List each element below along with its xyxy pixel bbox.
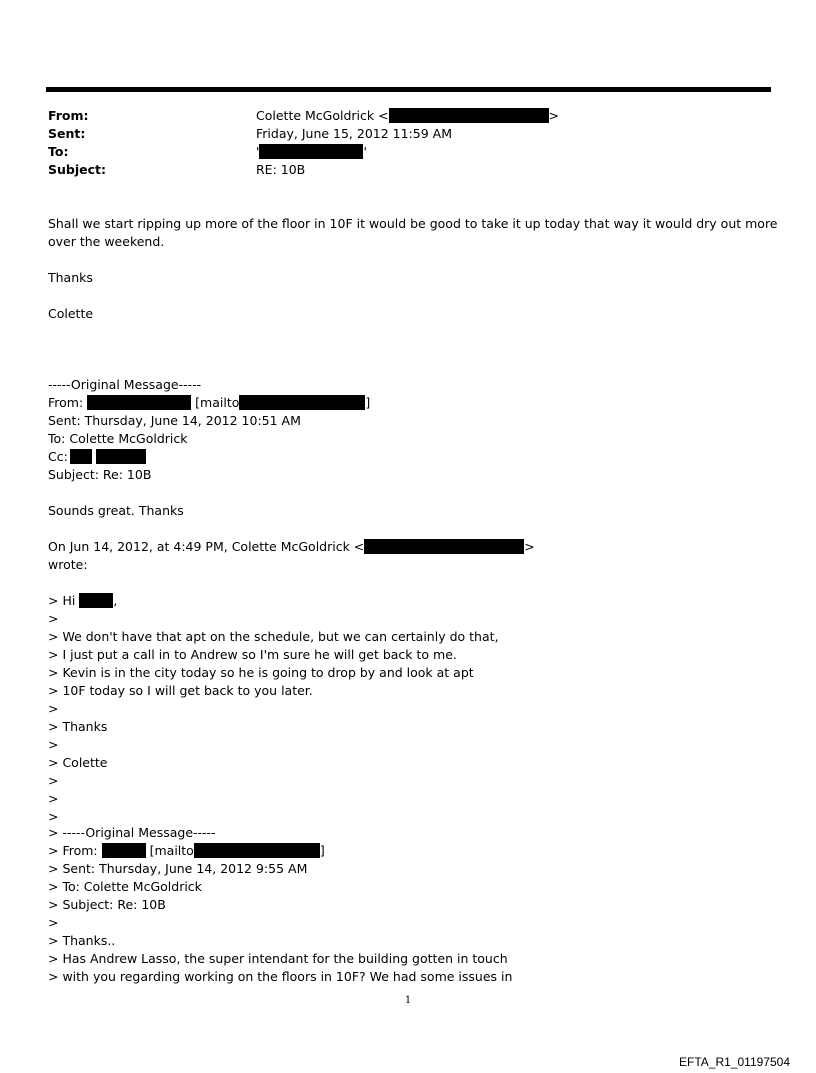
redaction-bar	[96, 449, 146, 464]
quoted-colette: > Colette	[48, 755, 108, 770]
redaction-bar	[194, 843, 320, 858]
from-label: From:	[48, 108, 89, 123]
header-rule	[46, 87, 771, 92]
original-cc	[48, 448, 146, 466]
to-close: '	[363, 144, 367, 159]
bates-number: EFTA_R1_01197504	[679, 1055, 790, 1069]
mailto-close: ]	[319, 843, 325, 858]
redaction-bar	[87, 395, 191, 410]
redaction-bar	[389, 108, 549, 123]
quoted-gt: >	[48, 809, 59, 824]
redaction-bar	[102, 843, 146, 858]
body-line-1: Shall we start ripping up more of the floor in 10F it would be good to take it up today that way it would dry out more	[48, 216, 778, 231]
quoted-subject: > Subject: Re: 10B	[48, 897, 166, 912]
quoted-gt: >	[48, 773, 59, 788]
quoted-line-5: > Has Andrew Lasso, the super intendant for the building gotten in touch	[48, 951, 508, 966]
subject-value: RE: 10B	[256, 162, 306, 177]
hi-suffix: ,	[113, 593, 118, 608]
original-wrote: wrote:	[48, 557, 88, 572]
body-thanks: Thanks	[48, 270, 93, 285]
mailto-prefix: [mailto	[149, 843, 194, 858]
original-to: To: Colette McGoldrick	[48, 431, 188, 446]
redaction-bar	[239, 395, 365, 410]
on-close: >	[524, 539, 535, 554]
to-open: '	[256, 144, 260, 159]
original-divider: -----Original Message-----	[48, 377, 202, 392]
redaction-bar	[364, 539, 524, 554]
quoted-line-1: > We don't have that apt on the schedule, but we can certainly do that,	[48, 629, 499, 644]
quoted-gt: >	[48, 791, 59, 806]
cc-prefix: Cc:	[48, 449, 68, 464]
quoted-line-6: > with you regarding working on the floors in 10F? We had some issues in	[48, 969, 513, 984]
from-prefix: > From:	[48, 843, 98, 858]
hi-prefix: > Hi	[48, 593, 76, 608]
quoted-gt: >	[48, 915, 59, 930]
from-value	[256, 107, 559, 125]
page-number: 1	[404, 995, 412, 1006]
quoted-hi	[48, 592, 117, 610]
sent-label: Sent:	[48, 126, 86, 141]
original-subject: Subject: Re: 10B	[48, 467, 152, 482]
on-prefix: On Jun 14, 2012, at 4:49 PM, Colette McGoldrick <	[48, 539, 365, 554]
original-sent: Sent: Thursday, June 14, 2012 10:51 AM	[48, 413, 301, 428]
original-on-line	[48, 538, 535, 556]
quoted-gt: >	[48, 701, 59, 716]
original-from	[48, 394, 370, 412]
quoted-thanks-2: > Thanks..	[48, 933, 116, 948]
quoted-to: > To: Colette McGoldrick	[48, 879, 202, 894]
mailto-prefix: [mailto	[195, 395, 240, 410]
from-close: >	[548, 108, 560, 123]
body-line-2: over the weekend.	[48, 234, 165, 249]
from-name: Colette McGoldrick <	[256, 108, 389, 123]
original-body: Sounds great. Thanks	[48, 503, 184, 518]
quoted-thanks: > Thanks	[48, 719, 108, 734]
from-prefix: From:	[48, 395, 84, 410]
quoted-line-4: > 10F today so I will get back to you later.	[48, 683, 313, 698]
quoted-gt: >	[48, 611, 59, 626]
quoted-divider: > -----Original Message-----	[48, 825, 216, 840]
sent-value: Friday, June 15, 2012 11:59 AM	[256, 126, 452, 141]
body-signature: Colette	[48, 306, 94, 321]
quoted-line-3: > Kevin is in the city today so he is going to drop by and look at apt	[48, 665, 474, 680]
quoted-sent: > Sent: Thursday, June 14, 2012 9:55 AM	[48, 861, 308, 876]
quoted-line-2: > I just put a call in to Andrew so I'm sure he will get back to me.	[48, 647, 457, 662]
redaction-bar	[79, 593, 113, 608]
quoted-from	[48, 842, 325, 860]
quoted-gt: >	[48, 737, 59, 752]
subject-label: Subject:	[48, 162, 106, 177]
redaction-bar	[70, 449, 92, 464]
redaction-bar	[259, 144, 363, 159]
mailto-close: ]	[365, 395, 371, 410]
to-label: To:	[48, 144, 69, 159]
to-value	[256, 143, 367, 161]
